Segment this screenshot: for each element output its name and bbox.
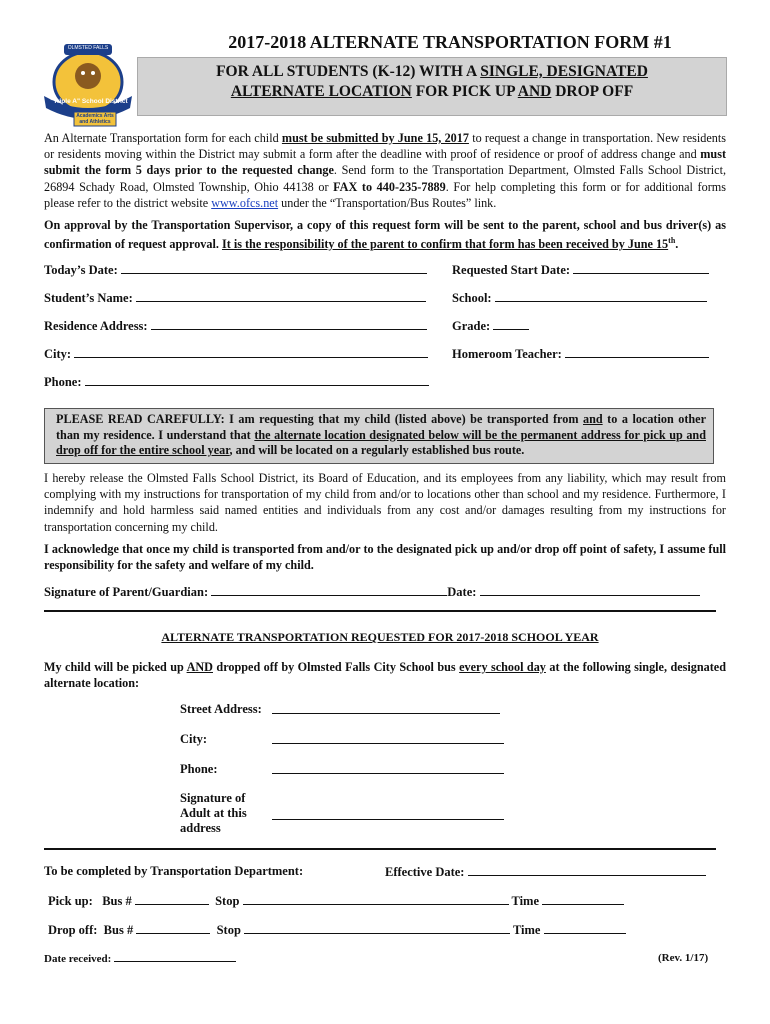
phone-field[interactable]: Phone: xyxy=(44,374,429,390)
alt-street-label: Street Address: xyxy=(180,702,262,716)
release-paragraph: I hereby release the Olmsted Falls School District, its Board of Education, and its employees from any liability, which may result from complying with my instructions for transportation of my child from and/or to locations other than school and my residence. Furthermore, I indemnify and hold harmless said named entities and individuals from any cost and/or damages resulting from my instructions for transportation concerning my child. xyxy=(44,471,726,534)
form-subtitle: FOR ALL STUDENTS (K-12) WITH A SINGLE, DESIGNATED ALTERNATE LOCATION FOR PICK UP AND DROP OFF xyxy=(216,63,648,100)
alt-city-label: City: xyxy=(180,732,208,746)
logo-mid-text: "Triple A" School District xyxy=(50,98,128,105)
revision-label: (Rev. 1/17) xyxy=(658,952,709,964)
date-received-field[interactable]: Date received: xyxy=(44,952,236,965)
pickup-row[interactable]: Pick up: Bus # Stop Time xyxy=(48,893,624,909)
office-use-label: To be completed by Transportation Department: xyxy=(44,864,304,878)
todays-date-field[interactable]: Today’s Date: xyxy=(44,262,427,278)
residence-address-field[interactable]: Residence Address: xyxy=(44,318,427,334)
alt-phone-label: Phone: xyxy=(180,762,218,776)
logo-bottom-text: Academics Arts and Athletics xyxy=(76,113,114,125)
notice-text: PLEASE READ CAREFULLY: I am requesting that my child (listed above) be transported from and to a location other than my residence. I understand that the alternate location designated below will be the permanent address for pick up and drop off for the entire school year, and will be located on a regularly established bus route. xyxy=(56,412,706,457)
school-field[interactable]: School: xyxy=(452,290,707,306)
start-date-field[interactable]: Requested Start Date: xyxy=(452,262,709,278)
dropoff-row[interactable]: Drop off: Bus # Stop Time xyxy=(48,922,626,938)
homeroom-teacher-field[interactable]: Homeroom Teacher: xyxy=(452,346,709,362)
office-divider xyxy=(44,848,716,850)
district-logo xyxy=(38,40,138,130)
acknowledge-paragraph: I acknowledge that once my child is transported from and/or to the designated pick up and/or drop off point of safety, I assume full responsibility for the safety and welfare of my child. xyxy=(44,542,726,573)
city-field[interactable]: City: xyxy=(44,346,428,362)
section2-paragraph: My child will be picked up AND dropped off by Olmsted Falls City School bus every school day at the following single, designated alternate location: xyxy=(44,660,726,691)
form-title: 2017-2018 ALTERNATE TRANSPORTATION FORM #1 xyxy=(228,32,672,52)
alt-phone-line[interactable] xyxy=(272,762,504,774)
section-divider xyxy=(44,610,716,612)
student-name-field[interactable]: Student’s Name: xyxy=(44,290,426,306)
approval-paragraph: On approval by the Transportation Supervisor, a copy of this request form will be sent to the parent, school and bus driver(s) as confirmation of request approval. It is the responsibility of the parent to confirm that form has been received by June 15th. xyxy=(44,218,726,252)
effective-date-field[interactable]: Effective Date: xyxy=(385,864,706,880)
logo-top-text: OLMSTED FALLS xyxy=(67,45,109,51)
alt-signature-line[interactable] xyxy=(272,808,504,820)
parent-signature-field[interactable]: Signature of Parent/Guardian: Date: xyxy=(44,584,700,600)
alt-street-line[interactable] xyxy=(272,702,500,714)
alt-city-line[interactable] xyxy=(272,732,504,744)
alt-signature-label: Signature of Adult at this address xyxy=(180,791,247,835)
intro-paragraph: An Alternate Transportation form for each child must be submitted by June 15, 2017 to request a change in transportation. New residents or residents moving within the District may submit a form after the deadline with proof of residence or proof of address change and must submit the form 5 days prior to the requested change. Send form to the Transportation Department, Olmsted Falls School District, 26894 Schady Road, Olmsted Township, Ohio 44138 or FAX to 440-235-7889. For help completing this form or for additional forms please refer to the district website www.ofcs.net under the “Transportation/Bus Routes” link. xyxy=(44,131,727,210)
section2-heading: ALTERNATE TRANSPORTATION REQUESTED FOR 2017-2018 SCHOOL YEAR xyxy=(161,630,599,644)
grade-field[interactable]: Grade: xyxy=(452,318,529,334)
district-website-link[interactable]: www.ofcs.net xyxy=(211,195,279,210)
